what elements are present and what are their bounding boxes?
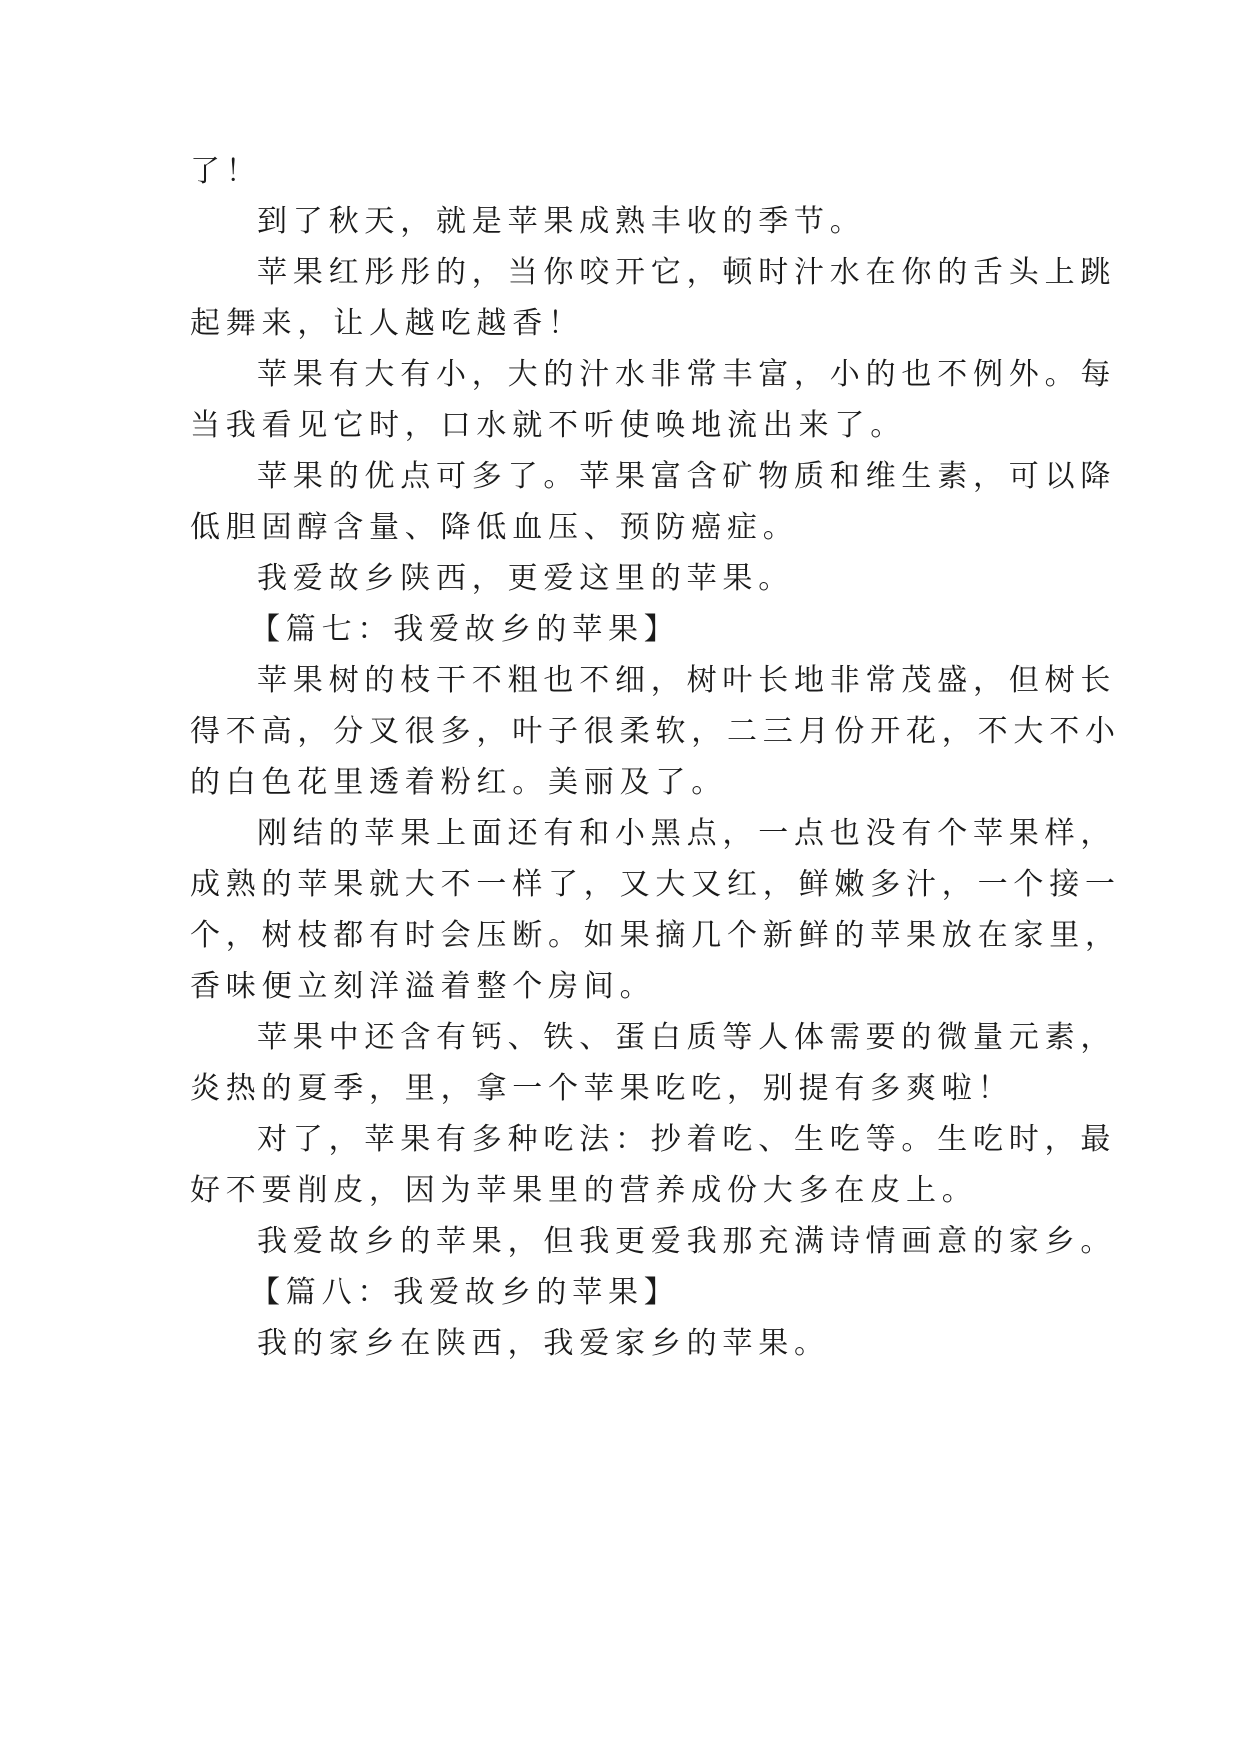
- text-line: 我的家乡在陕西，我爱家乡的苹果。: [257, 1326, 830, 1361]
- text-line: 了！: [190, 154, 262, 189]
- text-line: 当我看见它时，口水就不听使唤地流出来了。: [190, 408, 906, 443]
- text-line: 我爱故乡陕西，更爱这里的苹果。: [257, 561, 794, 596]
- text-line: 香味便立刻洋溢着整个房间。: [190, 969, 656, 1004]
- text-line: 刚结的苹果上面还有和小黑点，一点也没有个苹果样，: [257, 816, 1117, 851]
- text-line: 到了秋天，就是苹果成熟丰收的季节。: [257, 204, 866, 239]
- section-heading: 【篇八：我爱故乡的苹果】: [250, 1275, 680, 1310]
- text-line: 苹果红彤彤的，当你咬开它，顿时汁水在你的舌头上跳: [257, 255, 1117, 290]
- text-line: 成熟的苹果就大不一样了，又大又红，鲜嫩多汁，一个接一: [190, 867, 1121, 902]
- text-line: 苹果树的枝干不粗也不细，树叶长地非常茂盛，但树长: [257, 663, 1117, 698]
- text-line: 苹果的优点可多了。苹果富含矿物质和维生素，可以降: [257, 459, 1117, 494]
- text-line: 低胆固醇含量、降低血压、预防癌症。: [190, 510, 799, 545]
- text-line: 炎热的夏季，里，拿一个苹果吃吃，别提有多爽啦！: [190, 1071, 1014, 1106]
- text-line: 苹果有大有小，大的汁水非常丰富，小的也不例外。每: [257, 357, 1117, 392]
- text-line: 好不要削皮，因为苹果里的营养成份大多在皮上。: [190, 1173, 978, 1208]
- text-line: 个，树枝都有时会压断。如果摘几个新鲜的苹果放在家里，: [190, 918, 1121, 953]
- text-line: 得不高，分叉很多，叶子很柔软，二三月份开花，不大不小: [190, 714, 1121, 749]
- text-line: 对了，苹果有多种吃法：抄着吃、生吃等。生吃时，最: [257, 1122, 1117, 1157]
- text-line: 苹果中还含有钙、铁、蛋白质等人体需要的微量元素，: [257, 1020, 1117, 1055]
- section-heading: 【篇七：我爱故乡的苹果】: [250, 612, 680, 647]
- text-line: 的白色花里透着粉红。美丽及了。: [190, 765, 727, 800]
- text-line: 我爱故乡的苹果，但我更爱我那充满诗情画意的家乡。: [257, 1224, 1117, 1259]
- text-line: 起舞来，让人越吃越香！: [190, 306, 584, 341]
